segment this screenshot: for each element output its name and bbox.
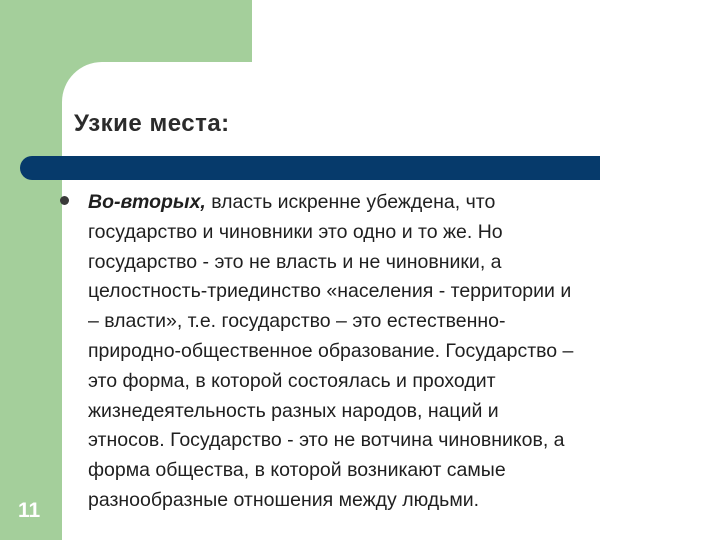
bullet-line: форма общества, в которой возникают самые bbox=[88, 459, 506, 482]
bullet-line: государство и чиновники это одно и то же. Но bbox=[88, 220, 503, 243]
bullet-line: природно-общественное образование. Государство – bbox=[88, 339, 574, 362]
left-decor-panel bbox=[0, 0, 62, 540]
title-divider-bar bbox=[20, 156, 600, 180]
top-decor-panel bbox=[0, 0, 252, 62]
bullet-line: целостность-триединство «населения - территории и bbox=[88, 280, 572, 303]
bullet-dot-icon bbox=[60, 196, 69, 205]
page-number: 11 bbox=[18, 499, 41, 522]
bullet-line: власть искренне убеждена, что bbox=[205, 191, 496, 213]
bullet-line: государство - это не власть и не чиновники, а bbox=[88, 250, 502, 273]
bullet-text bbox=[88, 188, 698, 516]
bullet-line: этносов. Государство - это не вотчина чиновников, а bbox=[88, 429, 565, 452]
bullet-line: разнообразные отношения между людьми. bbox=[88, 488, 480, 511]
bullet-line: – власти», т.е. государство – это естественно- bbox=[88, 310, 506, 333]
bullet-line: жизнедеятельность разных народов, наций и bbox=[88, 399, 499, 422]
bullet-line: это форма, в которой состоялась и проходит bbox=[88, 369, 496, 392]
bullet-lead: Во-вторых, bbox=[88, 191, 206, 213]
slide-title: Узкие места: bbox=[74, 110, 230, 137]
